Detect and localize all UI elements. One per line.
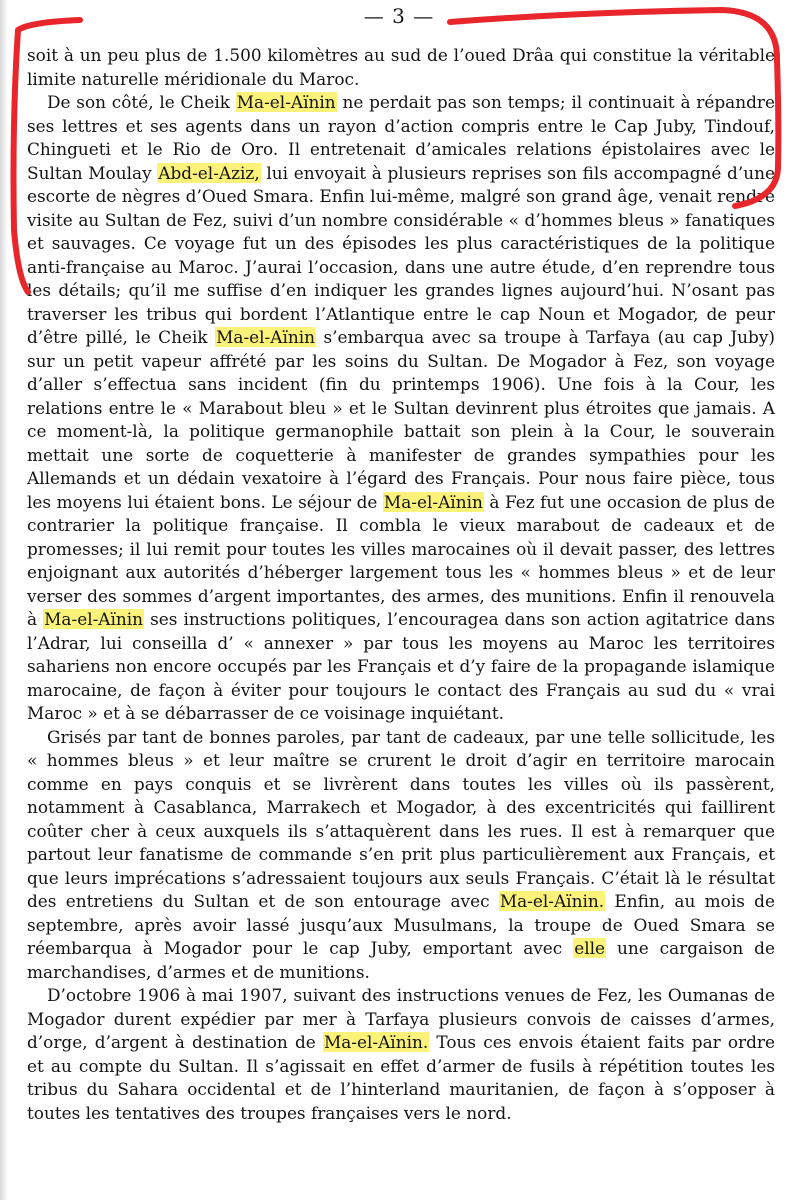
text-run: De son côté, le Cheik <box>47 92 236 112</box>
highlighted-name: Ma-el-Aïnin <box>383 491 483 512</box>
text-run: à Fez fut une occasion de plus de contrarier la politique française. Il combla le vieux marabout de cadeaux et de promesses; il lui remit pour toutes les villes marocaines où il devait passer, des lettres enjoignant aux autorités d’héberger largement tous les « hommes bleus » et de leur verser des sommes d’argent importantes, des armes, des munitions. Enfin il renouvela à <box>27 491 775 629</box>
page-edge-shadow <box>0 0 8 1200</box>
highlighted-name: Ma-el-Aïnin. <box>323 1032 429 1052</box>
highlighted-name: elle <box>574 938 605 958</box>
highlighted-name: Ma-el-Aïnin <box>236 92 336 112</box>
page-number: — 3 — <box>363 4 435 28</box>
body-text <box>27 44 775 1125</box>
text-run: Grisés par tant de bonnes paroles, par tant de cadeaux, par une telle sollicitude, les « hommes bleus » et leur maître se crurent le droit d’agir en territoire marocain comme en pays conquis et se livrèrent dans toutes les villes où ils passèrent, notamment à Casablanca, Marrakech et Mogador, à des excentricités qui faillirent coûter cher à ceux auxquels ils s’attaquèrent dans les rues. Il est à remarquer que partout leur fanatisme de commande s’en prit plus particulièrement aux Français, et que leurs imprécations s’adressaient toujours aux seuls Français. C’était là le résultat des entretiens du Sultan et de son entourage avec <box>27 726 775 911</box>
paragraph-2 <box>27 91 775 726</box>
paragraph-1 <box>27 44 775 91</box>
paragraph-3 <box>27 726 775 985</box>
paragraph-4 <box>27 984 775 1125</box>
text-run: s’embarqua avec sa troupe à Tarfaya (au cap Juby) sur un petit vapeur affrété par les soins du Sultan. De Mogador à Fez, son voyage d’aller s’effectua sans incident (fin du printemps 1906). Une fois à la Cour, les relations entre le « Marabout bleu » et le Sultan devinrent plus étroites que jamais. A ce moment-là, la politique germanophile battait son plein à la Cour, le souverain mettait une sorte de coquetterie à manifester de grandes sympathies pour les Allemands et un dédain vexatoire à l’égard des Français. Pour nous faire pièce, tous les moyens lui étaient bons. Le séjour de <box>27 327 775 512</box>
text-run: Tous ces envois étaient faits par ordre et au compte du Sultan. Il s’agissait en effet d’armer de fusils à répétition toutes les tribus du Sahara occidental et de l’hinterland mauritanien, de façon à s’opposer à toutes les tentatives des troupes françaises vers le nord. <box>27 1032 775 1123</box>
highlighted-name: Abd-el-Aziz, <box>158 162 260 183</box>
text-run: ses instructions politiques, l’encouragea dans son action agitatrice dans l’Adrar, lui conseilla d’ « annexer » par tous les moyens au Maroc les territoires sahariens non encore occupés par les Français et d’y faire de la propagande islamique marocaine, de façon à éviter pour toujours le contact des Français au sud du « vrai Maroc » et à se débarrasser de ce voisinage inquiétant. <box>27 609 775 723</box>
text-run: soit à un peu plus de 1.500 kilomètres au sud de l’oued Drâa qui constitue la véritable limite naturelle méridionale du Maroc. <box>27 45 775 89</box>
text-run: lui envoyait à plusieurs reprises son fils accompagné d’une escorte de nègres d’Oued Smara. Enfin lui-même, malgré son grand âge, venait rendre visite au Sultan de Fez, suivi d’un nombre considérable « d’hommes bleus » fanatiques et sauvages. Ce voyage fut un des épisodes les plus caractéristiques de la politique anti-française au Maroc. J’aurai l’occasion, dans une autre étude, d’en reprendre tous les détails; qu’il me suffise d’en indiquer les grandes lignes aujourd’hui. N’osant pas traverser les tribus qui bordent l’Atlantique entre le cap Noun et Mogador, de peur d’être pillé, le Cheik <box>27 162 775 347</box>
text-run: Enfin, au mois de septembre, après avoir lassé jusqu’aux Musulmans, la troupe de Oued Smara se réembarqua à Mogador pour le cap Juby, emportant avec <box>27 891 775 958</box>
text-run: une cargaison de marchandises, d’armes et de munitions. <box>27 938 775 982</box>
text-run: D’octobre 1906 à mai 1907, suivant des instructions venues de Fez, les Oumanas de Mogador durent expédier par mer à Tarfaya plusieurs convois de caisses d’armes, d’orge, d’argent à destination de <box>27 985 775 1052</box>
highlighted-name: Ma-el-Aïnin <box>44 609 144 629</box>
highlighted-name: Ma-el-Aïnin. <box>499 891 605 911</box>
text-run: ne perdait pas son temps; il continuait à répandre ses lettres et ses agents dans un rayon d’action compris entre le Cap Juby, Tindouf, Chingueti et le Rio de Oro. Il entretenait d’amicales relations épistolaires avec le Sultan Moulay <box>27 92 775 183</box>
highlighted-name: Ma-el-Aïnin <box>216 327 316 347</box>
